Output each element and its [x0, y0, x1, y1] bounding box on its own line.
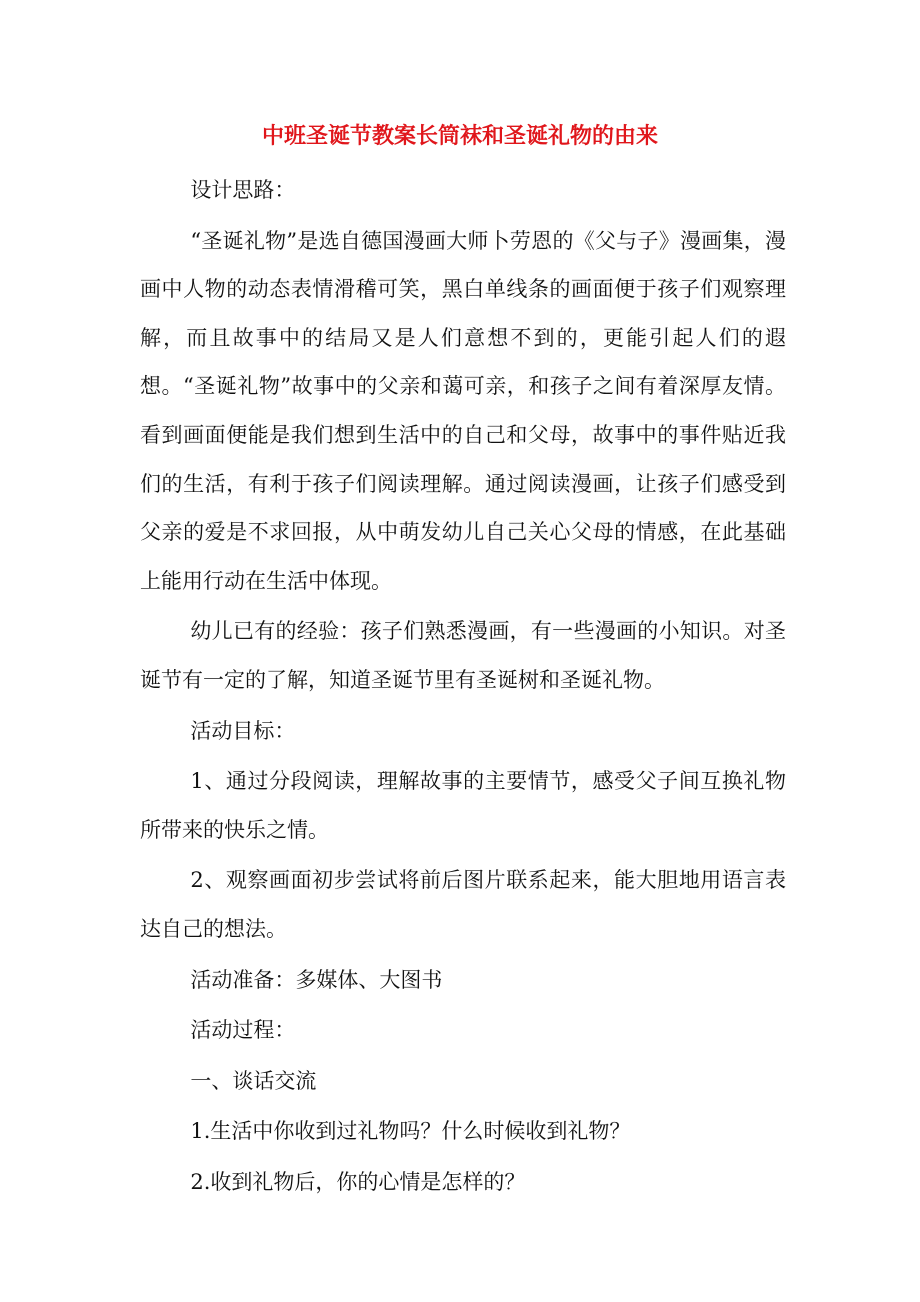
paragraph-prior-experience: 幼儿已有的经验：孩子们熟悉漫画，有一些漫画的小知识。对圣诞节有一定的了解，知道圣诞节里有圣诞树和圣诞礼物。	[140, 619, 786, 692]
paragraph-design-idea: “圣诞礼物”是选自德国漫画大师卜劳恩的《父与子》漫画集，漫画中人物的动态表情滑稽可笑，黑白单线条的画面便于孩子们观察理解，而且故事中的结局又是人们意想不到的，更能引起人们的遐想。“圣诞礼物”故事中的父亲和蔼可亲，和孩子之间有着深厚友情。看到画面便能是我们想到生活中的自己和父母，故事中的事件贴近我们的生活，有利于孩子们阅读理解。通过阅读漫画，让孩子们感受到父亲的爱是不求回报，从中萌发幼儿自己关心父母的情感，在此基础上能用行动在生活中体现。	[140, 228, 786, 593]
goal-item-1: 1、通过分段阅读，理解故事的主要情节，感受父子间互换礼物所带来的快乐之情。	[140, 769, 786, 842]
goal-item-2: 2、观察画面初步尝试将前后图片联系起来，能大胆地用语言表达自己的想法。	[140, 868, 786, 941]
question-item-2: 2.收到礼物后，你的心情是怎样的？	[190, 1169, 526, 1194]
document-body	[140, 166, 786, 1208]
section-heading-design-idea: 设计思路：	[190, 178, 296, 202]
section-heading-activity-goals: 活动目标：	[190, 718, 296, 743]
document-title: 中班圣诞节教案长筒袜和圣诞礼物的由来	[261, 123, 658, 149]
activity-preparation: 活动准备：多媒体、大图书	[190, 967, 443, 992]
section-heading-activity-process: 活动过程：	[190, 1018, 296, 1043]
subsection-heading-conversation: 一、谈话交流	[190, 1068, 317, 1093]
question-item-1: 1.生活中你收到过礼物吗？什么时候收到礼物？	[190, 1119, 631, 1144]
